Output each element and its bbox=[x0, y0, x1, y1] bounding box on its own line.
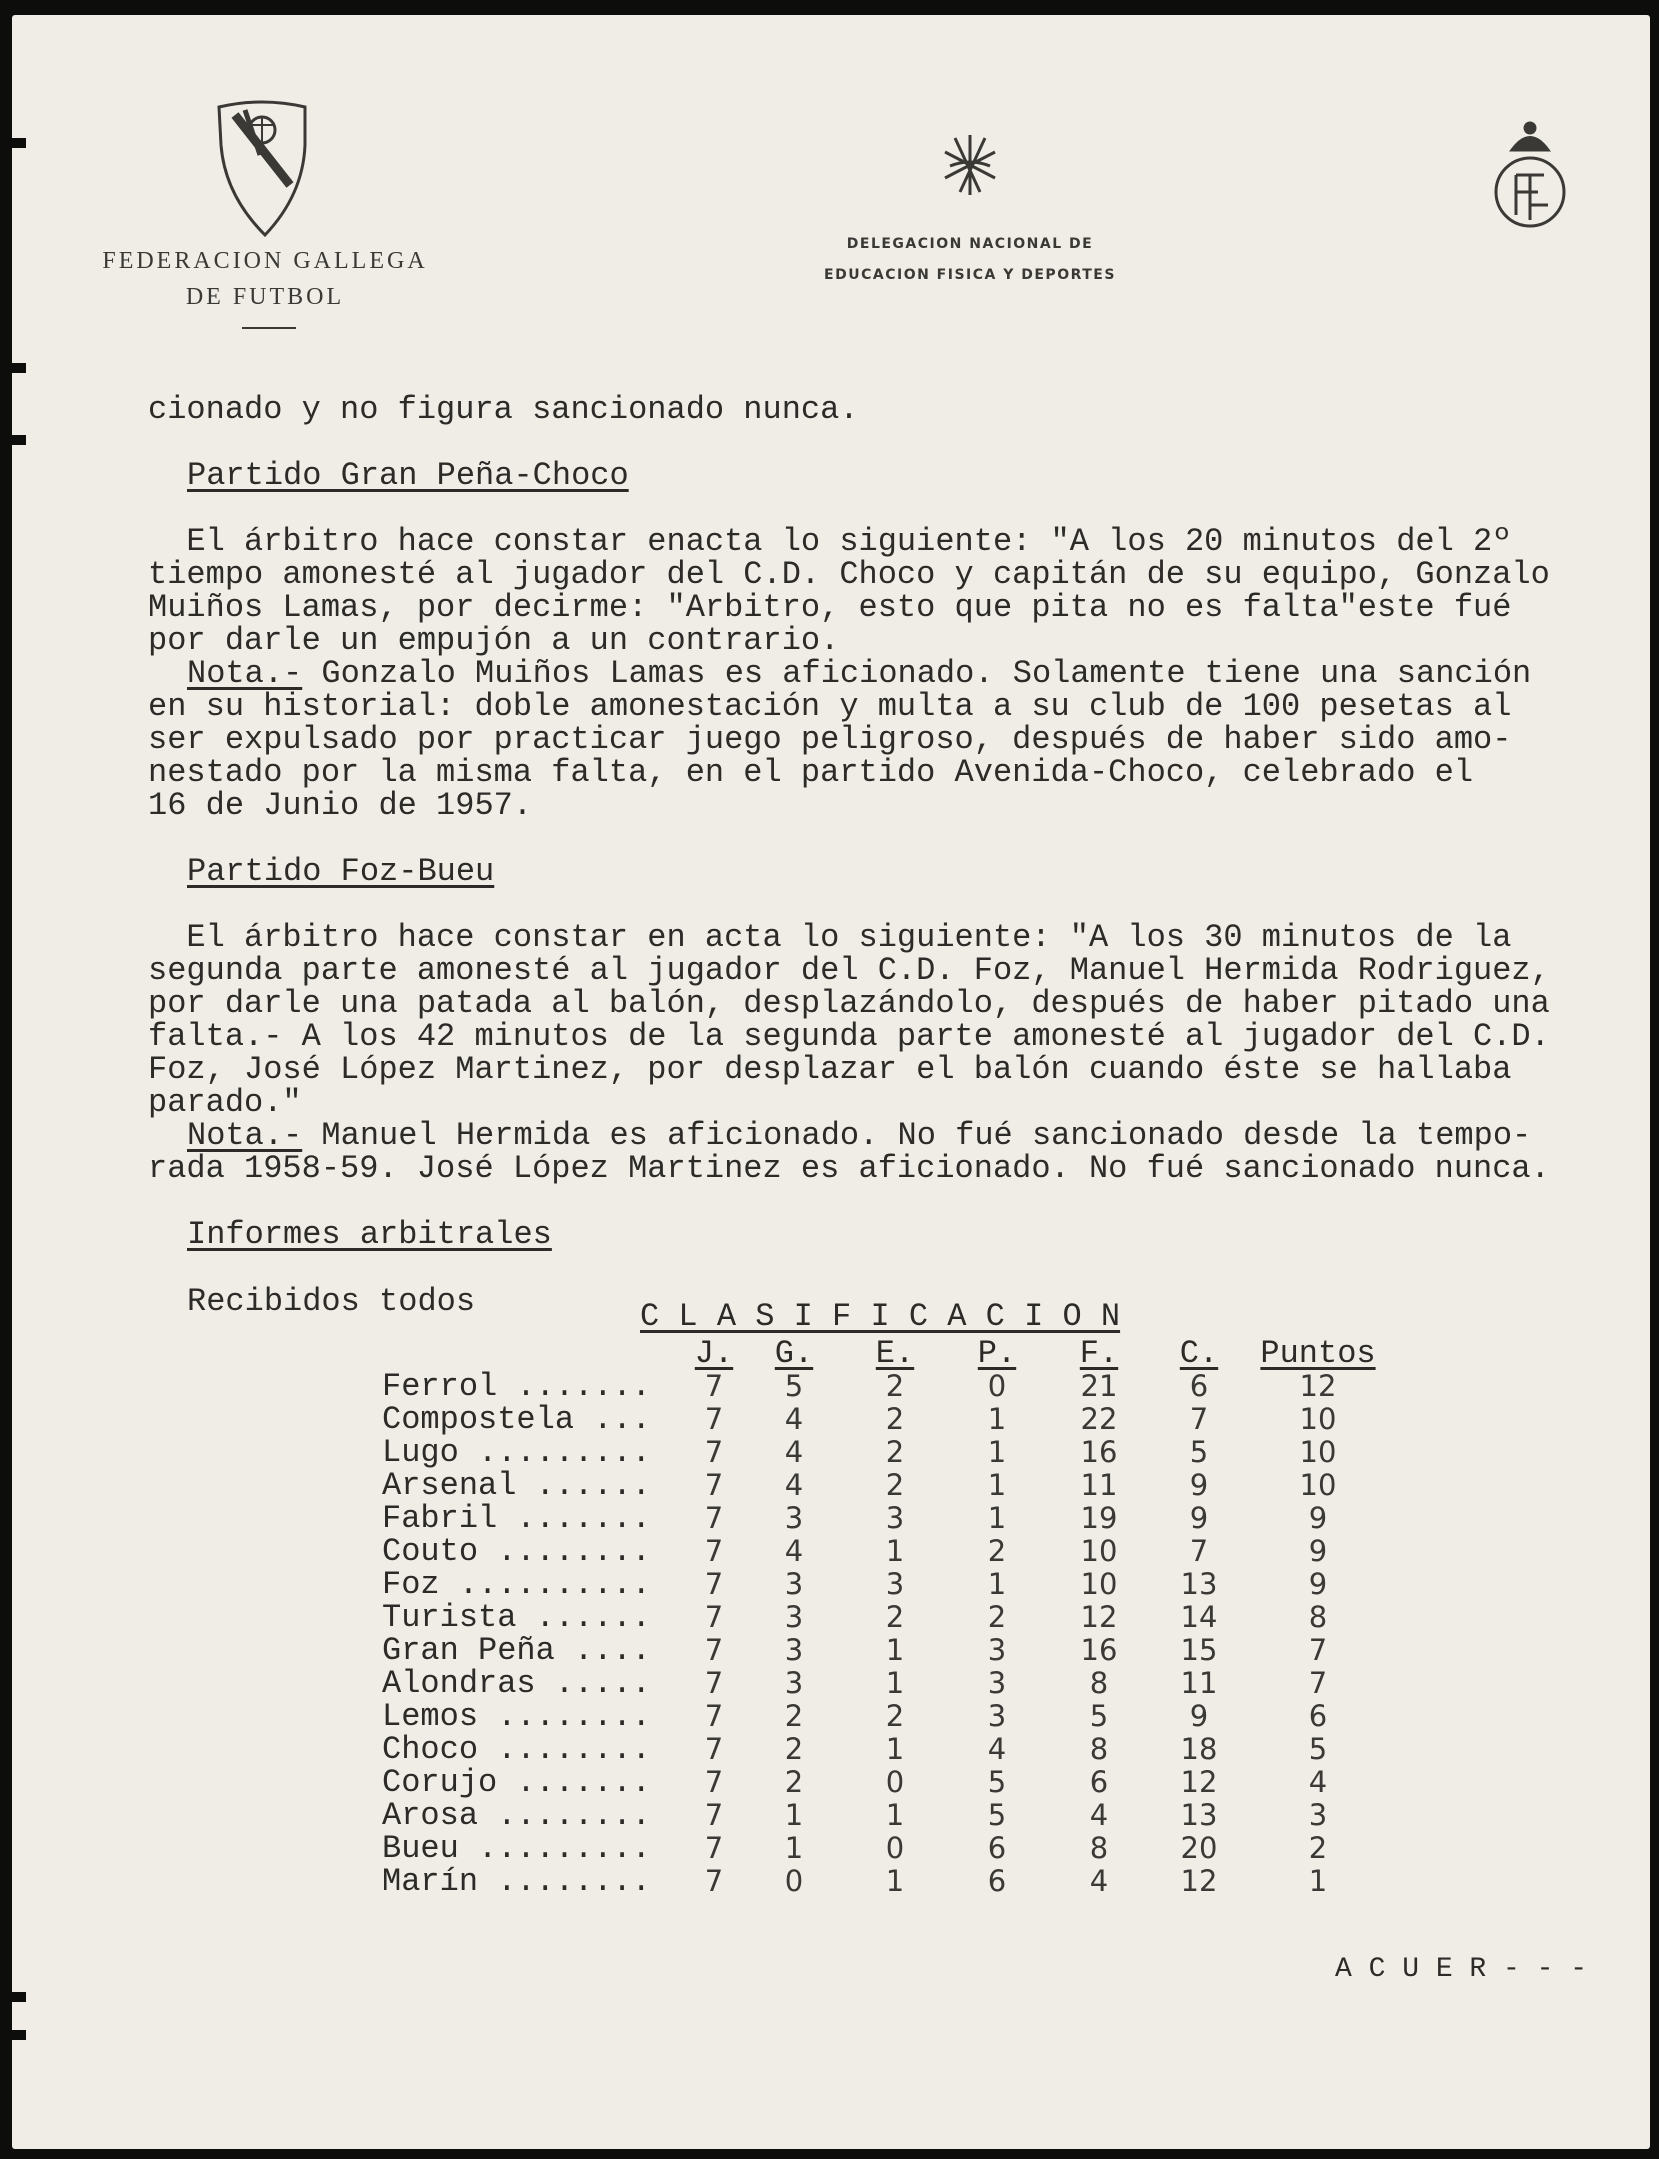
stat-cell-e: 0 bbox=[885, 1831, 905, 1865]
stat-cell-p: 6 bbox=[987, 1864, 1007, 1898]
team-name: Alondras ..... bbox=[382, 1665, 651, 1702]
stat-cell-puntos: 5 bbox=[1308, 1732, 1328, 1766]
stat-cell-puntos: 10 bbox=[1299, 1402, 1337, 1436]
stat-cell-p: 5 bbox=[987, 1765, 1007, 1799]
crowned-federation-emblem-icon bbox=[1490, 120, 1570, 235]
federation-name-line2: DE FUTBOL bbox=[185, 284, 345, 310]
stat-cell-f: 8 bbox=[1089, 1666, 1109, 1700]
stat-cell-c: 14 bbox=[1180, 1600, 1218, 1634]
stat-cell-p: 1 bbox=[987, 1468, 1007, 1502]
delegacion-line1: DELEGACION NACIONAL DE bbox=[846, 236, 1094, 252]
stat-cell-c: 7 bbox=[1189, 1402, 1209, 1436]
stat-cell-puntos: 1 bbox=[1308, 1864, 1328, 1898]
classification-table bbox=[382, 1337, 1388, 1898]
stat-cell-g: 0 bbox=[784, 1864, 804, 1898]
stat-cell-p: 5 bbox=[987, 1798, 1007, 1832]
stat-cell-puntos: 9 bbox=[1308, 1567, 1328, 1601]
stat-cell-c: 12 bbox=[1180, 1864, 1218, 1898]
stat-cell-puntos: 2 bbox=[1308, 1831, 1328, 1865]
stat-cell-j: 7 bbox=[704, 1699, 724, 1733]
section1-nota-line: en su historial: doble amonestación y multa a su club de 100 pesetas al bbox=[148, 688, 1512, 725]
table-row bbox=[382, 1403, 1388, 1436]
stat-cell-j: 7 bbox=[704, 1468, 724, 1502]
section1-paragraph-line: por darle un empujón a un contrario. bbox=[148, 622, 840, 659]
stat-cell-j: 7 bbox=[704, 1732, 724, 1766]
stat-cell-p: 1 bbox=[987, 1402, 1007, 1436]
stat-cell-e: 2 bbox=[885, 1600, 905, 1634]
stat-cell-p: 6 bbox=[987, 1831, 1007, 1865]
nota-text: Gonzalo Muiños Lamas es aficionado. Solamente tiene una sanción bbox=[302, 655, 1532, 692]
stat-cell-e: 0 bbox=[885, 1765, 905, 1799]
stat-cell-j: 7 bbox=[704, 1501, 724, 1535]
stat-cell-g: 3 bbox=[784, 1633, 804, 1667]
intro-line: cionado y no figura sancionado nunca. bbox=[148, 391, 859, 428]
team-name: Fabril ....... bbox=[382, 1500, 651, 1537]
binder-mark bbox=[0, 435, 26, 445]
stat-cell-g: 4 bbox=[784, 1534, 804, 1568]
stat-cell-j: 7 bbox=[704, 1435, 724, 1469]
stat-cell-c: 18 bbox=[1180, 1732, 1218, 1766]
stat-cell-p: 2 bbox=[987, 1600, 1007, 1634]
stat-cell-p: 1 bbox=[987, 1567, 1007, 1601]
stat-cell-g: 3 bbox=[784, 1501, 804, 1535]
stat-cell-j: 7 bbox=[704, 1402, 724, 1436]
continuation-marker: A C U E R - - - bbox=[1335, 1954, 1588, 1985]
section1-paragraph-line: Muiños Lamas, por decirme: "Arbitro, esto que pita no es falta"este fué bbox=[148, 589, 1512, 626]
stat-cell-p: 3 bbox=[987, 1666, 1007, 1700]
stat-cell-p: 1 bbox=[987, 1501, 1007, 1535]
table-row bbox=[382, 1865, 1388, 1898]
header-rule bbox=[242, 327, 296, 329]
section2-nota-line: rada 1958-59. José López Martinez es aficionado. No fué sancionado nunca. bbox=[148, 1150, 1550, 1187]
section-title-foz-bueu: Partido Foz-Bueu bbox=[187, 853, 495, 890]
nota-label: Nota.- bbox=[187, 655, 303, 692]
team-name: Corujo ....... bbox=[382, 1764, 651, 1801]
stat-cell-e: 2 bbox=[885, 1435, 905, 1469]
stat-cell-g: 2 bbox=[784, 1765, 804, 1799]
table-row bbox=[382, 1832, 1388, 1865]
stat-cell-e: 3 bbox=[885, 1567, 905, 1601]
section2-paragraph-line: parado." bbox=[148, 1084, 302, 1121]
stat-cell-puntos: 10 bbox=[1299, 1468, 1337, 1502]
table-row bbox=[382, 1370, 1388, 1403]
stat-cell-g: 1 bbox=[784, 1798, 804, 1832]
stat-cell-e: 1 bbox=[885, 1633, 905, 1667]
stat-cell-e: 2 bbox=[885, 1402, 905, 1436]
stat-cell-g: 3 bbox=[784, 1666, 804, 1700]
stat-cell-g: 4 bbox=[784, 1435, 804, 1469]
delegacion-line2: EDUCACION FISICA Y DEPORTES bbox=[824, 267, 1116, 283]
stat-cell-c: 11 bbox=[1180, 1666, 1218, 1700]
stat-cell-c: 9 bbox=[1189, 1468, 1209, 1502]
stat-cell-f: 8 bbox=[1089, 1732, 1109, 1766]
stat-cell-g: 2 bbox=[784, 1732, 804, 1766]
binder-mark bbox=[0, 363, 26, 373]
stat-cell-c: 9 bbox=[1189, 1501, 1209, 1535]
stat-cell-j: 7 bbox=[704, 1633, 724, 1667]
stat-cell-c: 7 bbox=[1189, 1534, 1209, 1568]
stat-cell-f: 8 bbox=[1089, 1831, 1109, 1865]
stat-cell-e: 1 bbox=[885, 1534, 905, 1568]
stat-cell-f: 6 bbox=[1089, 1765, 1109, 1799]
table-header-row bbox=[382, 1337, 1388, 1370]
stat-cell-puntos: 6 bbox=[1308, 1699, 1328, 1733]
section2-paragraph-line: El árbitro hace constar en acta lo siguiente: "A los 30 minutos de la bbox=[148, 919, 1512, 956]
stat-cell-c: 6 bbox=[1189, 1369, 1209, 1403]
stat-cell-e: 1 bbox=[885, 1798, 905, 1832]
team-name: Couto ........ bbox=[382, 1533, 651, 1570]
team-name: Bueu ......... bbox=[382, 1830, 651, 1867]
table-row bbox=[382, 1469, 1388, 1502]
binder-mark bbox=[0, 1992, 26, 2002]
stat-cell-puntos: 12 bbox=[1299, 1369, 1337, 1403]
classification-title: C L A S I F I C A C I O N bbox=[640, 1298, 1121, 1335]
table-row bbox=[382, 1502, 1388, 1535]
section-title-informes: Informes arbitrales bbox=[187, 1216, 552, 1253]
team-name: Foz .......... bbox=[382, 1566, 651, 1603]
federation-shield-icon bbox=[215, 95, 310, 245]
stat-cell-j: 7 bbox=[704, 1798, 724, 1832]
nota-text: Manuel Hermida es aficionado. No fué sancionado desde la tempo- bbox=[302, 1117, 1532, 1154]
stat-cell-f: 21 bbox=[1080, 1369, 1118, 1403]
stat-cell-f: 4 bbox=[1089, 1864, 1109, 1898]
stat-cell-g: 4 bbox=[784, 1402, 804, 1436]
section2-paragraph-line: Foz, José López Martinez, por desplazar el balón cuando éste se hallaba bbox=[148, 1051, 1512, 1088]
section2-nota bbox=[187, 1119, 1531, 1152]
stat-cell-p: 3 bbox=[987, 1699, 1007, 1733]
stat-cell-c: 9 bbox=[1189, 1699, 1209, 1733]
stat-cell-f: 16 bbox=[1080, 1633, 1118, 1667]
column-header: C. bbox=[1179, 1335, 1219, 1372]
column-header: P. bbox=[977, 1335, 1017, 1372]
binder-mark bbox=[0, 2030, 26, 2040]
stat-cell-f: 5 bbox=[1089, 1699, 1109, 1733]
stat-cell-f: 22 bbox=[1080, 1402, 1118, 1436]
stat-cell-p: 0 bbox=[987, 1369, 1007, 1403]
table-row bbox=[382, 1733, 1388, 1766]
section2-paragraph-line: por darle una patada al balón, desplazándolo, después de haber pitado una bbox=[148, 985, 1550, 1022]
stat-cell-e: 2 bbox=[885, 1468, 905, 1502]
stat-cell-c: 13 bbox=[1180, 1567, 1218, 1601]
stat-cell-f: 10 bbox=[1080, 1567, 1118, 1601]
stat-cell-p: 2 bbox=[987, 1534, 1007, 1568]
stat-cell-j: 7 bbox=[704, 1864, 724, 1898]
stat-cell-g: 5 bbox=[784, 1369, 804, 1403]
binder-mark bbox=[0, 138, 26, 148]
table-row bbox=[382, 1700, 1388, 1733]
stat-cell-j: 7 bbox=[704, 1567, 724, 1601]
section1-paragraph-line: El árbitro hace constar enacta lo siguiente: "A los 20 minutos del 2º bbox=[148, 523, 1512, 560]
section1-paragraph-line: tiempo amonesté al jugador del C.D. Choco y capitán de su equipo, Gonzalo bbox=[148, 556, 1550, 593]
table-row bbox=[382, 1634, 1388, 1667]
stat-cell-e: 1 bbox=[885, 1864, 905, 1898]
section1-nota-line: nestado por la misma falta, en el partido Avenida-Choco, celebrado el bbox=[148, 754, 1474, 791]
stat-cell-c: 5 bbox=[1189, 1435, 1209, 1469]
stat-cell-j: 7 bbox=[704, 1666, 724, 1700]
section2-paragraph-line: segunda parte amonesté al jugador del C.D. Foz, Manuel Hermida Rodriguez, bbox=[148, 952, 1550, 989]
table-row bbox=[382, 1766, 1388, 1799]
team-name: Ferrol ....... bbox=[382, 1368, 651, 1405]
stat-cell-puntos: 8 bbox=[1308, 1600, 1328, 1634]
stat-cell-j: 7 bbox=[704, 1369, 724, 1403]
stat-cell-e: 1 bbox=[885, 1666, 905, 1700]
stat-cell-g: 4 bbox=[784, 1468, 804, 1502]
team-name: Compostela ... bbox=[382, 1401, 651, 1438]
stat-cell-g: 3 bbox=[784, 1567, 804, 1601]
stat-cell-f: 19 bbox=[1080, 1501, 1118, 1535]
stat-cell-g: 2 bbox=[784, 1699, 804, 1733]
stat-cell-f: 16 bbox=[1080, 1435, 1118, 1469]
stat-cell-p: 1 bbox=[987, 1435, 1007, 1469]
section1-nota-line: ser expulsado por practicar juego peligroso, después de haber sido amo- bbox=[148, 721, 1512, 758]
column-header: E. bbox=[875, 1335, 915, 1372]
section1-nota-line: 16 de Junio de 1957. bbox=[148, 787, 533, 824]
stat-cell-e: 2 bbox=[885, 1699, 905, 1733]
section-title-gran-pena-choco: Partido Gran Peña-Choco bbox=[187, 457, 629, 494]
stat-cell-p: 4 bbox=[987, 1732, 1007, 1766]
section1-nota bbox=[187, 657, 1531, 690]
table-row bbox=[382, 1799, 1388, 1832]
stat-cell-e: 1 bbox=[885, 1732, 905, 1766]
stat-cell-j: 7 bbox=[704, 1765, 724, 1799]
table-row bbox=[382, 1568, 1388, 1601]
stat-cell-f: 4 bbox=[1089, 1798, 1109, 1832]
team-name: Marín ........ bbox=[382, 1863, 651, 1900]
team-header bbox=[382, 1337, 684, 1370]
column-header: J. bbox=[694, 1335, 734, 1372]
stat-cell-puntos: 10 bbox=[1299, 1435, 1337, 1469]
team-name: Lemos ........ bbox=[382, 1698, 651, 1735]
stat-cell-puntos: 4 bbox=[1308, 1765, 1328, 1799]
table-row bbox=[382, 1436, 1388, 1469]
yoke-and-arrows-icon bbox=[940, 130, 1000, 200]
stat-cell-c: 20 bbox=[1180, 1831, 1218, 1865]
stat-cell-c: 12 bbox=[1180, 1765, 1218, 1799]
table-row bbox=[382, 1535, 1388, 1568]
informes-received-text: Recibidos todos bbox=[187, 1283, 476, 1320]
stat-cell-puntos: 3 bbox=[1308, 1798, 1328, 1832]
team-name: Arosa ........ bbox=[382, 1797, 651, 1834]
team-name: Lugo ......... bbox=[382, 1434, 651, 1471]
stat-cell-f: 12 bbox=[1080, 1600, 1118, 1634]
stat-cell-puntos: 9 bbox=[1308, 1534, 1328, 1568]
classification-body bbox=[382, 1370, 1388, 1898]
stat-cell-c: 13 bbox=[1180, 1798, 1218, 1832]
stat-cell-g: 1 bbox=[784, 1831, 804, 1865]
team-name: Choco ........ bbox=[382, 1731, 651, 1768]
stat-cell-c: 15 bbox=[1180, 1633, 1218, 1667]
stat-cell-e: 3 bbox=[885, 1501, 905, 1535]
stat-cell-f: 11 bbox=[1080, 1468, 1118, 1502]
stat-cell-j: 7 bbox=[704, 1534, 724, 1568]
team-name: Gran Peña .... bbox=[382, 1632, 651, 1669]
table-row bbox=[382, 1667, 1388, 1700]
team-name: Turista ...... bbox=[382, 1599, 651, 1636]
column-header: G. bbox=[774, 1335, 814, 1372]
column-header: F. bbox=[1079, 1335, 1119, 1372]
column-header: Puntos bbox=[1260, 1335, 1376, 1372]
federation-name-line1: FEDERACION GALLEGA bbox=[102, 248, 428, 274]
section2-paragraph-line: falta.- A los 42 minutos de la segunda parte amonesté al jugador del C.D. bbox=[148, 1018, 1550, 1055]
stat-cell-puntos: 9 bbox=[1308, 1501, 1328, 1535]
table-row bbox=[382, 1601, 1388, 1634]
stat-cell-puntos: 7 bbox=[1308, 1633, 1328, 1667]
stat-cell-p: 3 bbox=[987, 1633, 1007, 1667]
stat-cell-g: 3 bbox=[784, 1600, 804, 1634]
nota-label: Nota.- bbox=[187, 1117, 303, 1154]
stat-cell-f: 10 bbox=[1080, 1534, 1118, 1568]
team-name: Arsenal ...... bbox=[382, 1467, 651, 1504]
stat-cell-e: 2 bbox=[885, 1369, 905, 1403]
stat-cell-puntos: 7 bbox=[1308, 1666, 1328, 1700]
stat-cell-j: 7 bbox=[704, 1600, 724, 1634]
stat-cell-j: 7 bbox=[704, 1831, 724, 1865]
